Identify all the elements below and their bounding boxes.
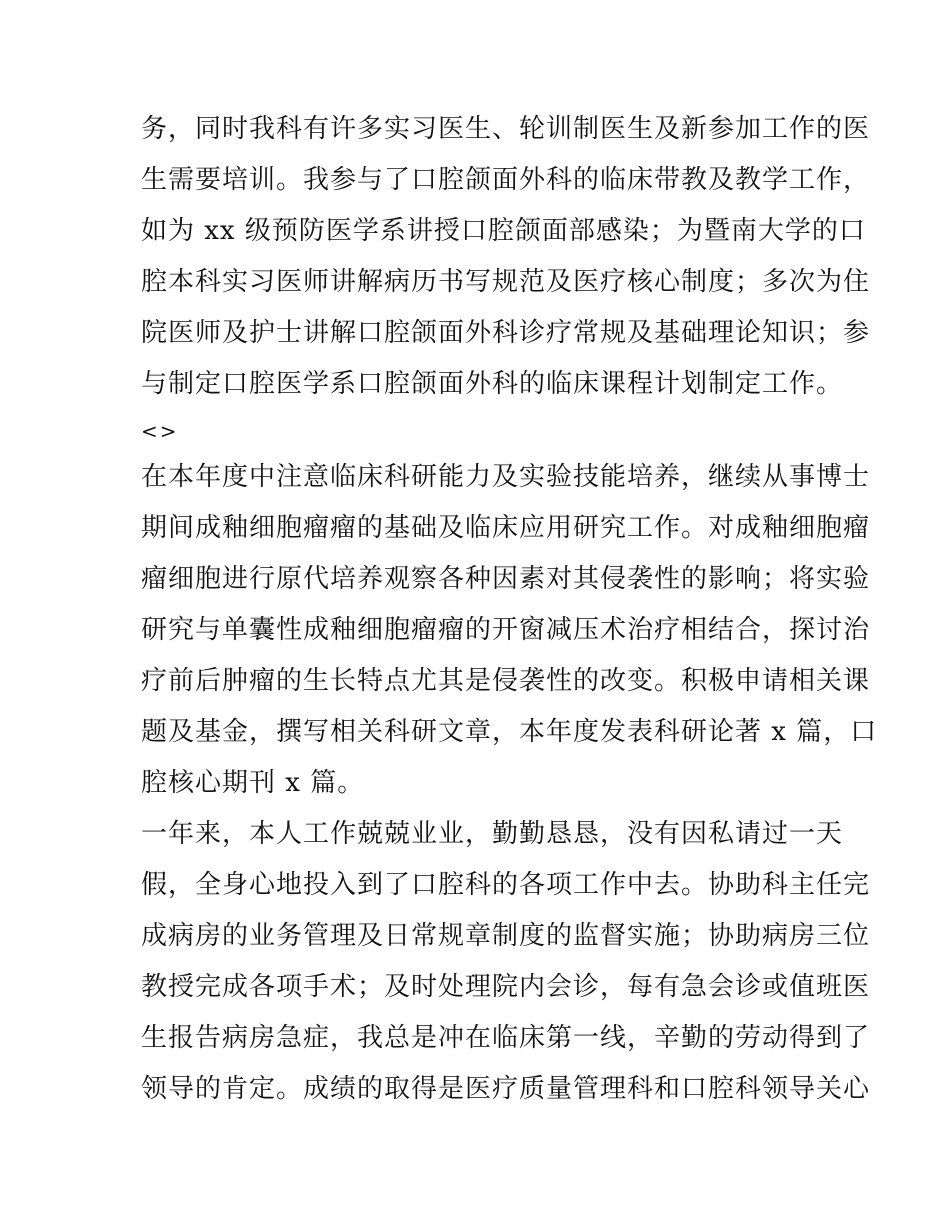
text-line: 领导的肯定。成绩的取得是医疗质量管理科和口腔科领导关心	[141, 1074, 871, 1104]
text-line: 疗前后肿瘤的生长特点尤其是侵袭性的改变。积极申请相关课	[141, 666, 871, 696]
paragraph-research	[141, 452, 878, 809]
text-line: 假，全身心地投入到了口腔科的各项工作中去。协助科主任完	[141, 870, 871, 900]
text-line: 题及基金，撰写相关科研文章，本年度发表科研论著 x 篇，口	[141, 717, 878, 747]
text-line: 瘤细胞进行原代培养观察各种因素对其侵袭性的影响；将实验	[141, 564, 871, 594]
text-line: 与制定口腔医学系口腔颌面外科的临床课程计划制定工作。	[141, 369, 844, 399]
text-line: 生需要培训。我参与了口腔颌面外科的临床带教及教学工作，	[141, 165, 871, 195]
text-line: 腔本科实习医师讲解病历书写规范及医疗核心制度；多次为住	[141, 267, 871, 297]
text-line: 生报告病房急症，我总是冲在临床第一线，辛勤的劳动得到了	[141, 1023, 871, 1053]
text-line: 研究与单囊性成釉细胞瘤瘤的开窗减压术治疗相结合，探讨治	[141, 615, 871, 645]
separator-mark: <>	[141, 419, 179, 443]
paragraph-work-attitude	[141, 809, 871, 1115]
text-line: 院医师及护士讲解口腔颌面外科诊疗常规及基础理论知识；参	[141, 318, 871, 348]
text-line: 成病房的业务管理及日常规章制度的监督实施；协助病房三位	[141, 921, 871, 951]
text-line: 务，同时我科有许多实习医生、轮训制医生及新参加工作的医	[141, 114, 871, 144]
text-line: 期间成釉细胞瘤瘤的基础及临床应用研究工作。对成釉细胞瘤	[141, 513, 871, 543]
text-line: 腔核心期刊 x 篇。	[141, 768, 365, 798]
text-line: 如为 xx 级预防医学系讲授口腔颌面部感染；为暨南大学的口	[141, 216, 866, 246]
paragraph-teaching	[141, 104, 871, 410]
document-body	[141, 104, 878, 1115]
text-line: 一年来，本人工作兢兢业业，勤勤恳恳，没有因私请过一天	[141, 819, 844, 849]
text-line: 在本年度中注意临床科研能力及实验技能培养，继续从事博士	[141, 462, 871, 492]
text-line: 教授完成各项手术；及时处理院内会诊，每有急会诊或值班医	[141, 972, 871, 1002]
